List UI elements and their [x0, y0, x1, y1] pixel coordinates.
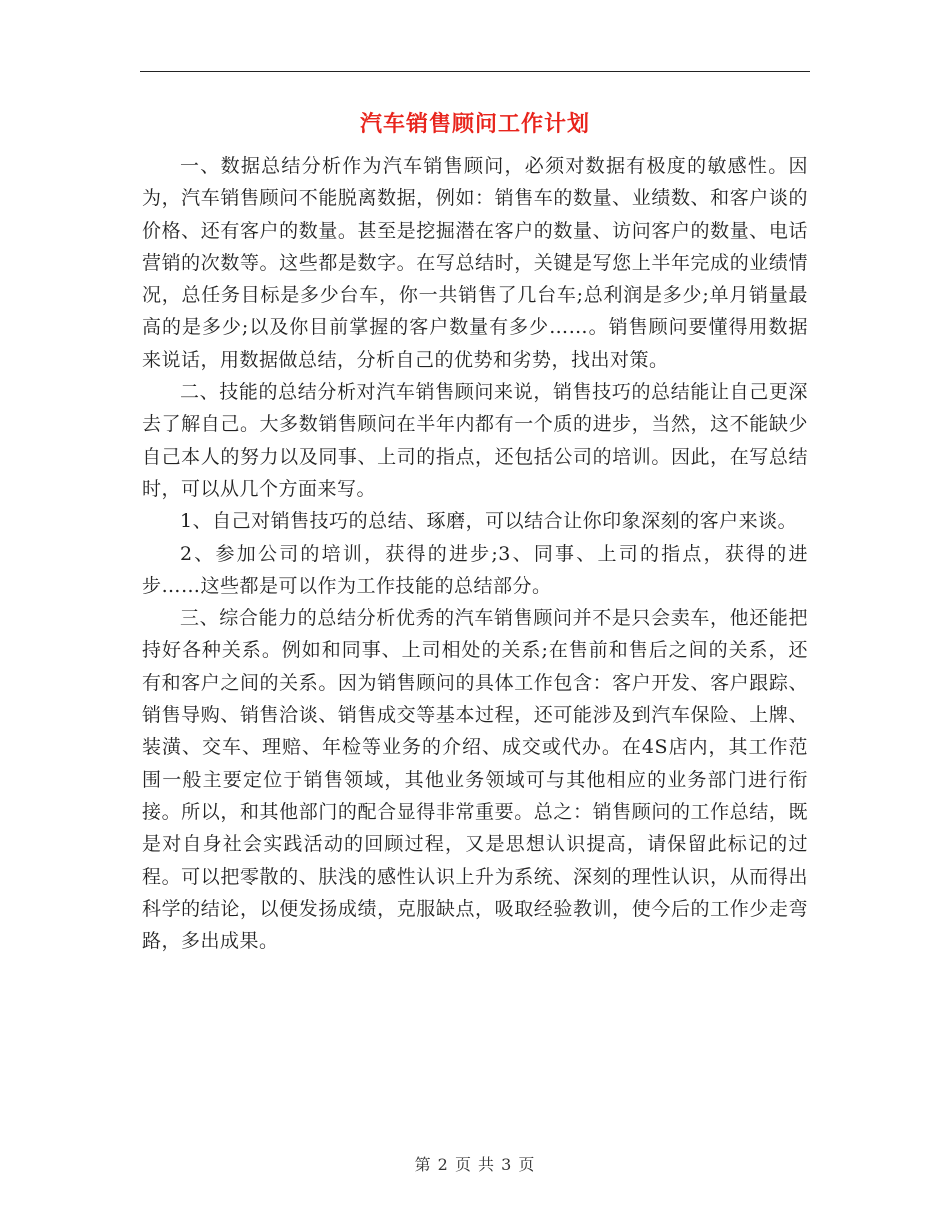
paragraph-data-analysis: 一、数据总结分析作为汽车销售顾问，必须对数据有极度的敏感性。因为，汽车销售顾问不能脱离数据，例如：销售车的数量、业绩数、和客户谈的价格、还有客户的数量。甚至是挖掘潜在客户的数量、访问客户的数量、电话营销的次数等。这些都是数字。在写总结时，关键是写您上半年完成的业绩情况，总任务目标是多少台车，你一共销售了几台车;总利润是多少;单月销量最高的是多少;以及你目前掌握的客户数量有多少……。销售顾问要懂得用数据来说话，用数据做总结，分析自己的优势和劣势，找出对策。 — [142, 155, 808, 371]
document-body — [142, 150, 808, 957]
page-number: 第 2 页 共 3 页 — [414, 1155, 536, 1174]
paragraph-skills-analysis: 二、技能的总结分析对汽车销售顾问来说，销售技巧的总结能让自己更深去了解自己。大多数销售顾问在半年内都有一个质的进步，当然，这不能缺少自己本人的努力以及同事、上司的指点，还包括公司的培训。因此，在写总结时，可以从几个方面来写。 — [142, 381, 808, 500]
paragraph-item-2-3: 2、参加公司的培训，获得的进步;3、同事、上司的指点，获得的进步……这些都是可以作为工作技能的总结部分。 — [142, 542, 808, 597]
paragraph-comprehensive-ability: 三、综合能力的总结分析优秀的汽车销售顾问并不是只会卖车，他还能把持好各种关系。例如和同事、上司相处的关系;在售前和售后之间的关系，还有和客户之间的关系。因为销售顾问的具体工作包含：客户开发、客户跟踪、销售导购、销售洽谈、销售成交等基本过程，还可能涉及到汽车保险、上牌、装潢、交车、理赔、年检等业务的介绍、成交或代办。在4S店内，其工作范围一般主要定位于销售领域，其他业务领域可与其他相应的业务部门进行衔接。所以，和其他部门的配合显得非常重要。总之：销售顾问的工作总结，既是对自身社会实践活动的回顾过程，又是思想认识提高，请保留此标记的过程。可以把零散的、肤浅的感性认识上升为系统、深刻的理性认识，从而得出科学的结论，以便发扬成绩，克服缺点，吸取经验教训，使今后的工作少走弯路，多出成果。 — [142, 607, 808, 953]
header-rule — [140, 71, 810, 72]
paragraph-item-1: 1、自己对销售技巧的总结、琢磨，可以结合让你印象深刻的客户来谈。 — [180, 510, 798, 533]
document-title: 汽车销售顾问工作计划 — [359, 111, 590, 137]
